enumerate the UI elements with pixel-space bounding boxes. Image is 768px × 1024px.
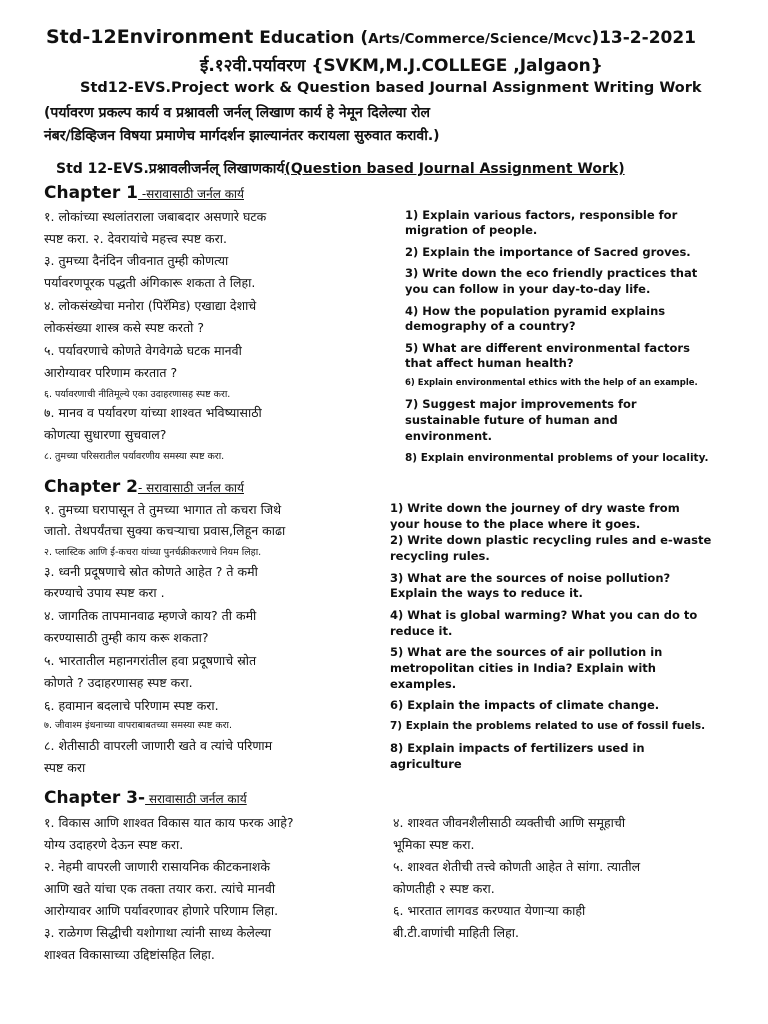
instruction-line-2: नंबर/डिव्हिजन विषया प्रमाणेच मार्गदर्शन झाल्यानंतर करायला सुरुवात करावी.) bbox=[44, 128, 440, 144]
main-title: Std-12Environment Education (Arts/Commerce/Science/Mcvc)13-2-2021 bbox=[46, 26, 697, 48]
chapter-1-english-line: sustainable future of human and bbox=[405, 413, 618, 427]
instruction-line-1: (पर्यावरण प्रकल्प कार्य व प्रश्नावली जर्नल् लिखाण कार्य हे नेमून दिलेल्या रोल bbox=[44, 105, 431, 121]
chapter-2-marathi-line: ५. भारतातील महानगरांतील हवा प्रदूषणाचे स्रोत bbox=[44, 653, 257, 668]
chapter-3-right-line: बी.टी.वाणांची माहिती लिहा. bbox=[393, 925, 519, 940]
chapter-2-english-line: 1) Write down the journey of dry waste from bbox=[390, 501, 680, 515]
chapter-3-right-line: भूमिका स्पष्ट करा. bbox=[393, 837, 475, 852]
chapter-2-marathi-line: कोणते ? उदाहरणासह स्पष्ट करा. bbox=[44, 675, 193, 690]
chapter-1-english-line: migration of people. bbox=[405, 223, 538, 237]
chapter-1-heading: Chapter 1 -सरावासाठी जर्नल कार्य bbox=[44, 183, 244, 203]
chapter-1-english-line: that affect human health? bbox=[405, 356, 574, 370]
chapter-2-marathi-line: करण्याचे उपाय स्पष्ट करा . bbox=[44, 585, 165, 600]
chapter-2-marathi-line: ६. हवामान बदलाचे परिणाम स्पष्ट करा. bbox=[44, 698, 219, 713]
chapter-2-marathi-line: १. तुमच्या घरापासून ते तुमच्या भागात तो कचरा जिथे bbox=[44, 502, 282, 517]
chapter-2-marathi-line: करण्यासाठी तुम्ही काय करू शकता? bbox=[44, 630, 209, 645]
chapter-2-heading: Chapter 2- सरावासाठी जर्नल कार्य bbox=[44, 477, 244, 497]
chapter-1-english-line: 3) Write down the eco friendly practices that bbox=[405, 266, 698, 280]
chapter-2-marathi-line: २. प्लास्टिक आणि ई-कचरा यांच्या पुनर्चक्रीकरणाचे नियम लिहा. bbox=[44, 547, 262, 558]
chapter-1-marathi-line: ८. तुमच्या परिसरातील पर्यावरणीय समस्या स्पष्ट करा. bbox=[44, 451, 225, 462]
chapter-2-marathi-line: स्पष्ट करा bbox=[44, 760, 86, 775]
chapter-1-english-line: 2) Explain the importance of Sacred groves. bbox=[405, 245, 691, 259]
chapter-2-english-line: your house to the place where it goes. bbox=[390, 517, 641, 531]
chapter-2-english-line: 7) Explain the problems related to use of fossil fuels. bbox=[390, 720, 706, 732]
chapter-2-english-line: 2) Write down plastic recycling rules and e-waste bbox=[390, 533, 712, 547]
chapter-2-english-line: reduce it. bbox=[390, 624, 453, 638]
chapter-2-english-line: examples. bbox=[390, 677, 457, 691]
chapter-2-english-line: agriculture bbox=[390, 757, 462, 771]
chapter-1-english-line: 1) Explain various factors, responsible for bbox=[405, 208, 678, 222]
chapter-1-english-line: environment. bbox=[405, 429, 493, 443]
chapter-2-english-line: 8) Explain impacts of fertilizers used in bbox=[390, 741, 645, 755]
chapter-2-marathi-line: ४. जागतिक तापमानवाढ म्हणजे काय? ती कमी bbox=[44, 608, 257, 623]
chapter-2-english-line: 4) What is global warming? What you can do to bbox=[390, 608, 698, 622]
chapter-3-right-line: ५. शाश्वत शेतीची तत्त्वे कोणती आहेत ते सांगा. त्यातील bbox=[393, 859, 641, 874]
chapter-1-marathi-line: कोणत्या सुधारणा सुचवाल? bbox=[44, 427, 167, 442]
chapter-3-heading: Chapter 3- सरावासाठी जर्नल कार्य bbox=[44, 788, 247, 808]
chapter-1-english-line: 6) Explain environmental ethics with the help of an example. bbox=[405, 378, 698, 388]
chapter-1-marathi-line: ६. पर्यावरणाची नीतिमूल्ये एका उदाहरणासह स्पष्ट करा. bbox=[44, 389, 231, 400]
chapter-1-marathi-line: १. लोकांच्या स्थलांतराला जबाबदार असणारे घटक bbox=[44, 209, 267, 224]
chapter-3-left-line: आरोग्यावर आणि पर्यावरणावर होणारे परिणाम लिहा. bbox=[44, 903, 279, 918]
chapter-1-english-line: 8) Explain environmental problems of your locality. bbox=[405, 452, 709, 464]
section-heading: Std 12-EVS.प्रश्नावलीजर्नल् लिखाणकार्य(Question based Journal Assignment Work) bbox=[56, 161, 625, 177]
chapter-2-marathi-line: ८. शेतीसाठी वापरली जाणारी खते व त्यांचे परिणाम bbox=[44, 738, 273, 753]
chapter-2-marathi-line: ७. जीवाश्म इंधनाच्या वापराबाबतच्या समस्या स्पष्ट करा. bbox=[44, 720, 233, 731]
chapter-2-marathi-line: जातो. तेथपर्यंतचा सुक्या कचऱ्याचा प्रवास,लिहून काढा bbox=[44, 523, 286, 538]
chapter-3-left-line: योग्य उदाहरणे देऊन स्पष्ट करा. bbox=[44, 837, 184, 852]
chapter-1-marathi-line: ७. मानव व पर्यावरण यांच्या शाश्वत भविष्यासाठी bbox=[44, 405, 262, 420]
chapter-3-left-line: २. नेहमी वापरली जाणारी रासायनिक कीटकनाशके bbox=[44, 859, 270, 874]
chapter-1-english-line: demography of a country? bbox=[405, 319, 576, 333]
chapter-3-right-line: ४. शाश्वत जीवनशैलीसाठी व्यक्तीची आणि समूहाची bbox=[393, 815, 626, 830]
chapter-1-english-line: you can follow in your day-to-day life. bbox=[405, 282, 651, 296]
chapter-3-right-line: कोणतीही २ स्पष्ट करा. bbox=[393, 881, 495, 896]
chapter-3-left-line: शाश्वत विकासाच्या उद्दिष्टांसहित लिहा. bbox=[44, 947, 215, 962]
chapter-2-english-line: 5) What are the sources of air pollution in bbox=[390, 645, 663, 659]
chapter-1-marathi-line: पर्यावरणपूरक पद्धती अंगिकारू शकता ते लिहा. bbox=[44, 275, 256, 290]
chapter-1-english-line: 7) Suggest major improvements for bbox=[405, 397, 637, 411]
chapter-1-marathi-line: ४. लोकसंख्येचा मनोरा (पिरॅमिड) एखाद्या देशाचे bbox=[44, 298, 257, 313]
chapter-3-left-line: आणि खते यांचा एक तक्ता तयार करा. त्यांचे मानवी bbox=[44, 881, 276, 896]
chapter-1-marathi-line: लोकसंख्या शास्त्र कसे स्पष्ट करतो ? bbox=[44, 320, 204, 335]
chapter-2-marathi-line: ३. ध्वनी प्रदूषणाचे स्रोत कोणते आहेत ? ते कमी bbox=[44, 564, 258, 579]
chapter-2-english-line: 3) What are the sources of noise pollution? bbox=[390, 571, 671, 585]
chapter-2-english-line: Explain the ways to reduce it. bbox=[390, 586, 583, 600]
chapter-3-left-line: ३. राळेगण सिद्धीची यशोगाथा त्यांनी साध्य केलेल्या bbox=[44, 925, 272, 940]
subtitle-project-work: Std12-EVS.Project work & Question based Journal Assignment Writing Work bbox=[80, 80, 702, 96]
chapter-3-left-line: १. विकास आणि शाश्वत विकास यात काय फरक आहे? bbox=[44, 815, 294, 830]
college-line: ई.१२वी.पर्यावरण {SVKM,M.J.COLLEGE ,Jalgaon} bbox=[200, 56, 603, 76]
chapter-1-english-line: 4) How the population pyramid explains bbox=[405, 304, 666, 318]
chapter-1-marathi-line: स्पष्ट करा. २. देवरायांचे महत्त्व स्पष्ट करा. bbox=[44, 231, 227, 246]
chapter-1-english-line: 5) What are different environmental factors bbox=[405, 341, 690, 355]
chapter-3-right-line: ६. भारतात लागवड करण्यात येणाऱ्या काही bbox=[393, 903, 586, 918]
chapter-2-english-line: recycling rules. bbox=[390, 549, 490, 563]
chapter-1-marathi-line: ३. तुमच्या दैनंदिन जीवनात तुम्ही कोणत्या bbox=[44, 253, 229, 268]
chapter-1-marathi-line: ५. पर्यावरणाचे कोणते वेगवेगळे घटक मानवी bbox=[44, 343, 242, 358]
chapter-2-english-line: metropolitan cities in India? Explain with bbox=[390, 661, 656, 675]
chapter-2-english-line: 6) Explain the impacts of climate change. bbox=[390, 698, 660, 712]
chapter-1-marathi-line: आरोग्यावर परिणाम करतात ? bbox=[44, 365, 178, 380]
